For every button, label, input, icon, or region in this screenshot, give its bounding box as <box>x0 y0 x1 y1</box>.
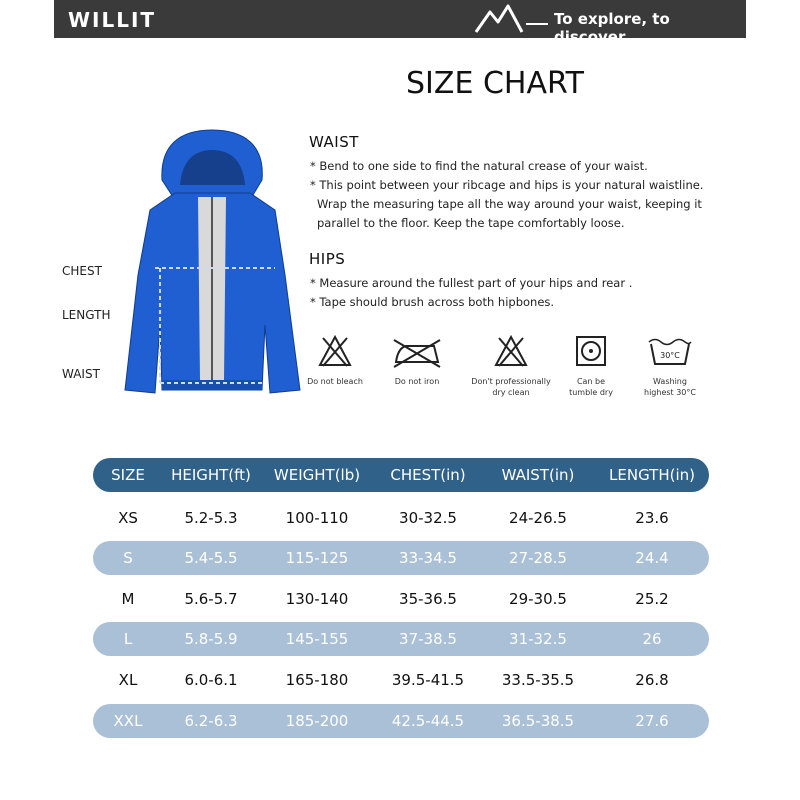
chest-label: CHEST <box>62 264 102 278</box>
height-cell: 6.2-6.3 <box>184 712 238 730</box>
care-label: tumble dry <box>569 388 613 397</box>
column-header-weight: WEIGHT(lb) <box>273 466 361 484</box>
brand-tagline: To explore, to discover <box>554 10 670 46</box>
size-cell: XXL <box>113 712 143 730</box>
size-cell: S <box>123 549 133 567</box>
chest-cell: 35-36.5 <box>399 590 457 608</box>
column-header-length: LENGTH(in) <box>609 466 695 484</box>
height-cell: 5.8-5.9 <box>184 630 238 648</box>
waist-bullet: Wrap the measuring tape all the way around your waist, keeping it <box>317 197 702 211</box>
column-header-size: SIZE <box>111 466 145 484</box>
care-item-tumble-dry <box>546 334 636 398</box>
height-cell: 6.0-6.1 <box>184 671 238 689</box>
length-cell: 25.2 <box>635 590 669 608</box>
hips-bullet: * Measure around the fullest part of your hips and rear . <box>310 276 633 290</box>
no-bleach-icon <box>317 334 353 368</box>
wash-30-icon <box>645 334 695 368</box>
no-dry-clean-icon <box>493 334 529 368</box>
care-label: Washing <box>653 377 687 386</box>
chest-cell: 42.5-44.5 <box>391 712 465 730</box>
brand-name: WILLIT <box>68 8 157 32</box>
column-header-waist: WAIST(in) <box>501 466 575 484</box>
table-row <box>93 501 709 535</box>
waist-bullet: parallel to the floor. Keep the tape comfortably loose. <box>317 216 625 230</box>
length-cell: 23.6 <box>635 509 669 527</box>
weight-cell: 165-180 <box>285 671 349 689</box>
length-cell: 26.8 <box>635 671 669 689</box>
length-cell: 27.6 <box>635 712 669 730</box>
height-cell: 5.6-5.7 <box>184 590 238 608</box>
care-item-no-dry-clean <box>466 334 556 398</box>
table-row <box>93 541 709 575</box>
care-label: Do not iron <box>394 377 440 386</box>
waist-cell: 31-32.5 <box>509 630 567 648</box>
length-cell: 26 <box>642 630 662 648</box>
size-cell: XL <box>118 671 138 689</box>
care-item-no-bleach <box>290 334 380 387</box>
table-row <box>93 622 709 656</box>
weight-cell: 145-155 <box>285 630 349 648</box>
length-cell: 24.4 <box>635 549 669 567</box>
waist-cell: 27-28.5 <box>509 549 567 567</box>
waist-heading: WAIST <box>309 133 359 151</box>
hips-heading: HIPS <box>309 250 346 268</box>
brand-header <box>54 0 746 46</box>
size-cell: L <box>123 630 133 648</box>
waist-bullet: * Bend to one side to find the natural crease of your waist. <box>310 159 648 173</box>
column-header-height: HEIGHT(ft) <box>171 466 251 484</box>
chest-cell: 33-34.5 <box>399 549 457 567</box>
weight-cell: 115-125 <box>285 549 349 567</box>
table-row <box>93 704 709 738</box>
care-label: Can be <box>576 377 606 386</box>
care-item-no-iron <box>372 334 462 387</box>
height-cell: 5.4-5.5 <box>184 549 238 567</box>
size-table-header <box>93 458 709 492</box>
waist-cell: 36.5-38.5 <box>501 712 575 730</box>
waist-cell: 29-30.5 <box>509 590 567 608</box>
care-label: Do not bleach <box>307 377 363 386</box>
care-label: Don't professionally <box>471 377 551 386</box>
waist-bullet: * This point between your ribcage and hips is your natural waistline. <box>310 178 704 192</box>
height-cell: 5.2-5.3 <box>184 509 238 527</box>
tumble-dry-icon <box>574 334 608 368</box>
column-header-chest: CHEST(in) <box>390 466 466 484</box>
jacket-diagram <box>120 125 305 400</box>
weight-cell: 130-140 <box>285 590 349 608</box>
mountain-logo-icon <box>474 2 554 36</box>
care-label: highest 30°C <box>644 388 696 397</box>
size-cell: M <box>121 590 135 608</box>
hips-bullet: * Tape should brush across both hipbones. <box>310 295 555 309</box>
size-cell: XS <box>118 509 138 527</box>
no-iron-icon <box>390 334 444 368</box>
care-label: dry clean <box>492 388 530 397</box>
wash-temp-text: 30°C <box>660 351 680 360</box>
weight-cell: 185-200 <box>285 712 349 730</box>
weight-cell: 100-110 <box>285 509 349 527</box>
chest-cell: 37-38.5 <box>399 630 457 648</box>
chest-cell: 30-32.5 <box>399 509 457 527</box>
waist-cell: 33.5-35.5 <box>501 671 575 689</box>
care-item-wash <box>625 334 715 398</box>
length-label: LENGTH <box>62 308 111 322</box>
page-title: SIZE CHART <box>406 66 584 101</box>
waist-label: WAIST <box>62 367 100 381</box>
waist-cell: 24-26.5 <box>509 509 567 527</box>
chest-cell: 39.5-41.5 <box>391 671 465 689</box>
table-row <box>93 663 709 697</box>
table-row <box>93 582 709 616</box>
